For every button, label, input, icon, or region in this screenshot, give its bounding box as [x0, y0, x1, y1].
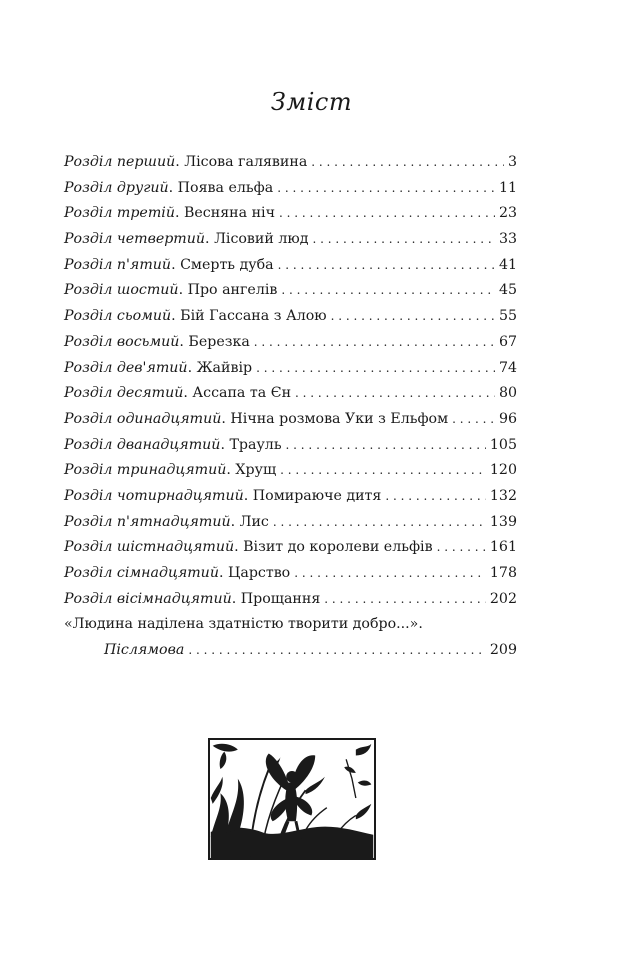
chapter-number: Розділ п'ятнадцятий	[64, 513, 231, 530]
page-number: 67	[498, 333, 517, 350]
page-number: 3	[507, 154, 517, 170]
afterword-title: Післямова	[104, 642, 185, 659]
chapter-number: Розділ одинадцятий	[64, 410, 222, 427]
chapter-title: . Помираюче дитя	[243, 487, 382, 504]
chapter-number: Розділ п'ятий	[64, 256, 172, 273]
dot-leader	[281, 278, 495, 304]
toc-entry-label	[64, 381, 291, 407]
page-number: 120	[489, 462, 517, 479]
fairy-silhouette-icon	[210, 740, 374, 858]
chapter-number: Розділ сьомий	[64, 308, 172, 325]
chapter-number: Розділ вісімнадцятий	[64, 590, 232, 607]
afterword-quote: «Людина наділена здатністю творити добро...».	[64, 616, 423, 633]
page-number: 132	[489, 487, 517, 504]
toc-entry[interactable]	[64, 587, 517, 613]
toc-entry[interactable]	[64, 176, 517, 202]
chapter-title: . Ассапа та Єн	[183, 385, 292, 402]
dot-leader	[280, 458, 486, 484]
page-number: 80	[498, 385, 517, 402]
chapter-title: . Весняна ніч	[174, 205, 275, 222]
chapter-title: . Хрущ	[226, 462, 277, 479]
page-number: 209	[489, 642, 517, 659]
toc-entry-label	[64, 587, 320, 613]
page-number: 41	[498, 256, 517, 273]
toc-entry[interactable]	[64, 561, 517, 587]
chapter-number: Розділ перший	[64, 154, 176, 170]
toc-entry-label	[64, 458, 276, 484]
toc-entry-label	[64, 356, 252, 382]
toc-entry[interactable]	[64, 458, 517, 484]
page-title: Зміст	[270, 88, 353, 116]
fairy-silhouette-illustration	[208, 738, 376, 860]
dot-leader	[311, 150, 504, 176]
chapter-number: Розділ шістнадцятий	[64, 539, 235, 556]
dot-leader	[385, 484, 486, 510]
chapter-title: . Про ангелів	[178, 282, 278, 299]
chapter-number: Розділ шостий	[64, 282, 179, 299]
chapter-number: Розділ сімнадцятий	[64, 565, 219, 581]
dot-leader	[279, 201, 495, 227]
page-number: 33	[498, 231, 517, 248]
toc-entry[interactable]	[64, 484, 517, 510]
dot-leader	[294, 561, 486, 587]
toc-entry[interactable]	[64, 407, 517, 433]
chapter-number: Розділ восьмий	[64, 333, 180, 350]
page-number: 11	[498, 179, 517, 196]
toc-entry[interactable]	[64, 535, 517, 561]
chapter-title: . Лісовий люд	[205, 231, 309, 248]
dot-leader	[437, 535, 486, 561]
dot-leader	[452, 407, 495, 433]
page-number: 74	[498, 359, 517, 376]
page-number: 45	[498, 282, 517, 299]
toc-entry[interactable]	[64, 227, 517, 253]
toc-entry-label	[64, 330, 250, 356]
toc-entry[interactable]	[64, 278, 517, 304]
toc-entry[interactable]	[64, 253, 517, 279]
toc-entry[interactable]	[64, 510, 517, 536]
page-number: 139	[489, 513, 517, 530]
dot-leader	[331, 304, 495, 330]
chapter-number: Розділ четвертий	[64, 231, 206, 248]
chapter-title: . Трауль	[220, 436, 282, 453]
dot-leader	[324, 587, 486, 613]
page-number: 178	[489, 565, 517, 581]
dot-leader	[188, 638, 486, 664]
toc-entry-label	[64, 150, 307, 176]
toc-entry-label	[64, 176, 273, 202]
toc-entry[interactable]	[64, 201, 517, 227]
toc-entry-label	[64, 510, 269, 536]
toc-entry-label	[64, 227, 308, 253]
toc-entry[interactable]	[64, 304, 517, 330]
chapter-title: . Поява ельфа	[168, 179, 274, 196]
toc-entry[interactable]	[64, 433, 517, 459]
dot-leader	[286, 433, 486, 459]
dot-leader	[278, 253, 495, 279]
page-number: 105	[489, 436, 517, 453]
chapter-title: . Березка	[179, 333, 250, 350]
page-number: 23	[498, 205, 517, 222]
page-number: 96	[498, 410, 517, 427]
toc-entry-label	[64, 484, 381, 510]
dot-leader	[254, 330, 495, 356]
chapter-title: . Нічна розмова Уки з Ельфом	[221, 410, 449, 427]
dot-leader	[312, 227, 494, 253]
dot-leader	[256, 356, 495, 382]
toc-entry[interactable]	[64, 381, 517, 407]
toc-entry-afterword[interactable]	[64, 638, 517, 664]
toc-entry-label	[64, 278, 277, 304]
chapter-number: Розділ десятий	[64, 385, 184, 402]
table-of-contents	[64, 150, 517, 664]
page-number: 161	[489, 539, 517, 556]
chapter-title: . Царство	[218, 565, 291, 581]
toc-entry-label	[64, 253, 274, 279]
chapter-title: . Жайвір	[187, 359, 253, 376]
chapter-number: Розділ дванадцятий	[64, 436, 221, 453]
chapter-title: . Прощання	[231, 590, 321, 607]
toc-entry-label	[64, 433, 282, 459]
chapter-number: Розділ тринадцятий	[64, 462, 227, 479]
toc-entry[interactable]	[64, 150, 517, 176]
toc-entry-label	[64, 561, 290, 587]
dot-leader	[295, 381, 495, 407]
toc-entry[interactable]	[64, 356, 517, 382]
chapter-number: Розділ чотирнадцятий	[64, 487, 244, 504]
chapter-title: . Бій Гассана з Алою	[171, 308, 327, 325]
toc-entry-label	[64, 304, 327, 330]
page-number: 55	[498, 308, 517, 325]
chapter-number: Розділ другий	[64, 179, 169, 196]
chapter-title: . Смерть дуба	[171, 256, 274, 273]
toc-entry[interactable]	[64, 330, 517, 356]
page-number: 202	[489, 590, 517, 607]
toc-entry-label	[64, 407, 448, 433]
toc-entry-label	[64, 201, 275, 227]
dot-leader	[277, 176, 495, 202]
chapter-number: Розділ третій	[64, 205, 175, 222]
dot-leader	[273, 510, 486, 536]
toc-entry-label	[64, 535, 433, 561]
chapter-number: Розділ дев'ятий	[64, 359, 188, 376]
chapter-title: . Лис	[230, 513, 269, 530]
chapter-title: . Лісова галявина	[175, 154, 308, 170]
chapter-title: . Візит до королеви ельфів	[234, 539, 433, 556]
